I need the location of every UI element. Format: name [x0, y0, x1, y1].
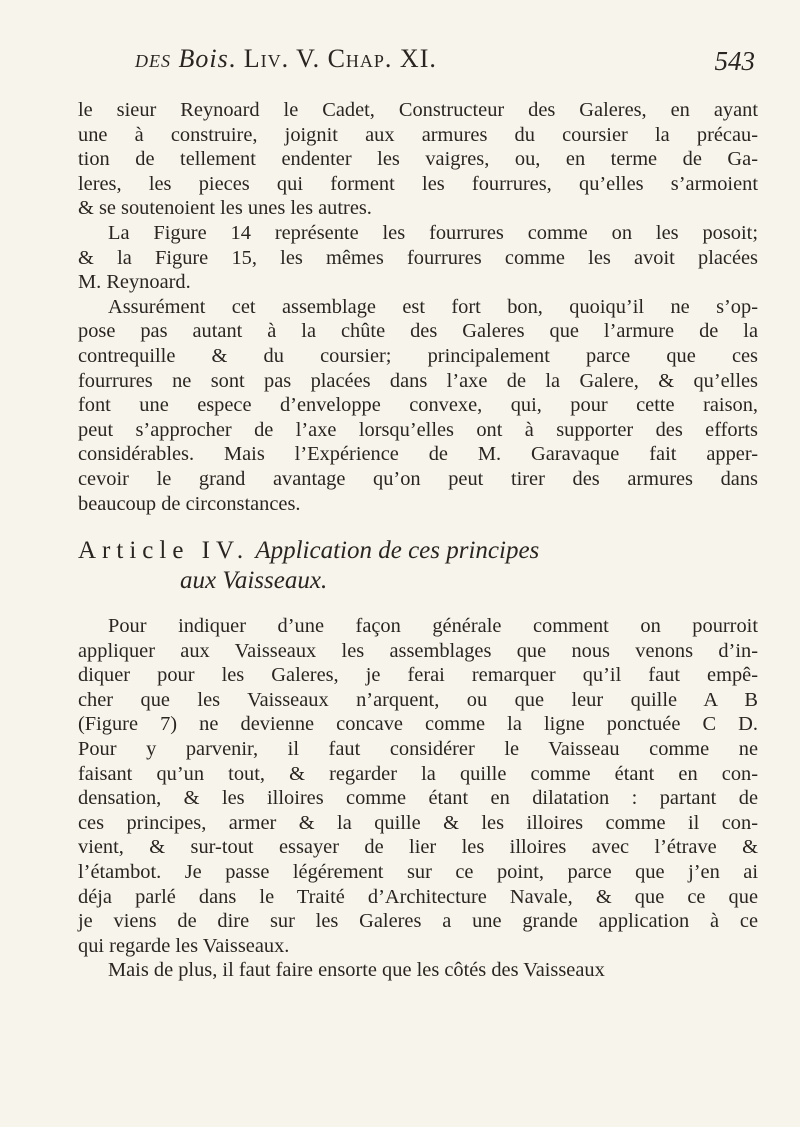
text-line: (Figure 7) ne devienne concave comme la ligne ponctuée C D.	[78, 713, 758, 736]
text-line: beaucoup de circonstances.	[78, 492, 301, 515]
text-line: M. Reynoard.	[78, 271, 191, 294]
text-line: densation, & les illoires comme étant en dilatation : partant de	[78, 787, 758, 810]
text-line: ces principes, armer & la quille & les illoires comme il con-	[78, 811, 758, 834]
text-line: l’étambot. Je passe légérement sur ce point, parce que j’en ai	[78, 861, 758, 884]
text-line: Pour indiquer d’une façon générale comment on pourroit	[108, 615, 758, 638]
article-heading	[78, 536, 758, 596]
text-line: Assurément cet assemblage est fort bon, quoiqu’il ne s’op-	[108, 295, 758, 318]
text-line: considérables. Mais l’Expérience de M. Garavaque fait apper-	[78, 443, 758, 466]
text-line: La Figure 14 représente les fourrures comme on les posoit;	[108, 221, 758, 244]
running-title	[135, 44, 437, 74]
article-title-line2: aux Vaisseaux.	[180, 567, 328, 595]
text-line: contrequille & du coursier; principalement parce que ces	[78, 344, 758, 367]
text-line: vient, & sur-tout essayer de lier les illoires avec l’étrave &	[78, 836, 758, 859]
text-line: font une espece d’enveloppe convexe, qui, pour cette raison,	[78, 394, 758, 417]
running-title-des: des	[135, 44, 171, 73]
article-title-line1: Application de ces principes	[255, 537, 540, 565]
text-line: cevoir le grand avantage qu’on peut tirer des armures dans	[78, 467, 758, 490]
text-line: je viens de dire sur les Galeres a une grande application à ce	[78, 910, 758, 933]
text-line: faisant qu’un tout, & regarder la quille comme étant en con-	[78, 762, 758, 785]
page-header	[135, 42, 755, 90]
running-title-bois: Bois	[178, 44, 229, 73]
text-line: & la Figure 15, les mêmes fourrures comme les avoit placées	[78, 246, 758, 269]
paragraph-5	[78, 958, 758, 983]
article-label: Article IV.	[78, 537, 250, 565]
text-line: fourrures ne sont pas placées dans l’axe de la Galere, & qu’elles	[78, 369, 758, 392]
paragraph-3	[78, 295, 758, 516]
text-line: déja parlé dans le Traité d’Architecture Navale, & que ce que	[78, 885, 758, 908]
text-line: appliquer aux Vaisseaux les assemblages que nous venons d’in-	[78, 639, 758, 662]
text-line: diquer pour les Galeres, je ferai remarquer qu’il faut empê-	[78, 664, 758, 687]
text-line: pose pas autant à la chûte des Galeres que l’armure de la	[78, 320, 758, 343]
text-line: le sieur Reynoard le Cadet, Constructeur des Galeres, en ayant	[78, 99, 758, 121]
paragraph-1	[78, 98, 758, 221]
text-line: Mais de plus, il faut faire ensorte que les côtés des Vaisseaux	[108, 959, 605, 982]
body-text	[78, 98, 758, 983]
text-line: & se soutenoient les unes les autres.	[78, 197, 372, 220]
paragraph-4	[78, 614, 758, 958]
text-line: peut s’approcher de l’axe lorsqu’elles ont à supporter des efforts	[78, 418, 758, 441]
paragraph-2	[78, 221, 758, 295]
text-line: cher que les Vaisseaux n’arquent, ou que leur quille A B	[78, 688, 758, 711]
text-line: qui regarde les Vaisseaux.	[78, 934, 290, 957]
page-number: 543	[714, 46, 755, 76]
text-line: tion de tellement endenter les vaigres, ou, en terme de Ga-	[78, 148, 758, 171]
text-line: Pour y parvenir, il faut considérer le Vaisseau comme ne	[78, 738, 758, 761]
text-line: une à construire, joignit aux armures du coursier la précau-	[78, 123, 758, 146]
running-title-rest: . Liv. V. Chap. XI.	[228, 44, 437, 73]
text-line: leres, les pieces qui forment les fourrures, qu’elles s’armoient	[78, 172, 758, 195]
